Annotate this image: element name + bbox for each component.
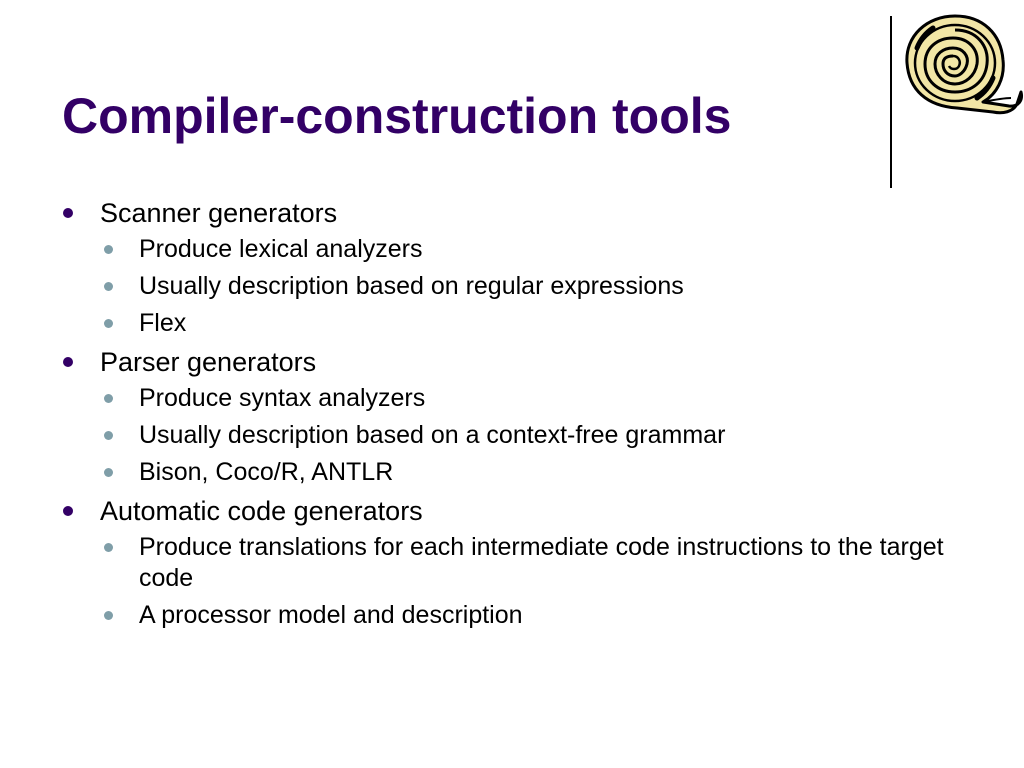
sub-bullet-text: Flex — [139, 309, 187, 337]
bullet-text: Scanner generators — [100, 198, 338, 228]
sub-bullet-dot — [104, 468, 113, 477]
sub-bullet-text: Produce translations for each intermediate code instructions to the target code — [139, 533, 944, 592]
sub-bullet-text: Produce syntax analyzers — [139, 384, 426, 412]
bullet-dot — [63, 506, 73, 516]
bullet-dot — [63, 208, 73, 218]
sub-list-item — [0, 600, 1024, 631]
sub-bullet-dot — [104, 245, 113, 254]
vertical-divider — [890, 16, 892, 188]
sub-list-item — [0, 234, 1024, 265]
sub-bullet-dot — [104, 282, 113, 291]
bullet-dot — [63, 357, 73, 367]
sub-list-item — [0, 532, 1024, 594]
sub-list-item — [0, 271, 1024, 302]
sub-bullet-dot — [104, 394, 113, 403]
sub-bullet-text: Produce lexical analyzers — [139, 235, 423, 263]
sub-bullet-dot — [104, 431, 113, 440]
bullet-text: Automatic code generators — [100, 496, 423, 526]
sub-list-item — [0, 308, 1024, 339]
sub-bullet-text: Usually description based on regular expressions — [139, 272, 684, 300]
list-item — [0, 196, 1024, 230]
list-item — [0, 494, 1024, 528]
sub-bullet-text: Bison, Coco/R, ANTLR — [139, 458, 394, 486]
sub-bullet-dot — [104, 611, 113, 620]
slide-title: Compiler-construction tools — [62, 88, 732, 144]
list-item — [0, 345, 1024, 379]
sub-list-item — [0, 457, 1024, 488]
sub-bullet-text: Usually description based on a context-free grammar — [139, 421, 726, 449]
scroll-icon — [897, 8, 1024, 120]
sub-bullet-dot — [104, 319, 113, 328]
bullet-list — [0, 196, 1024, 637]
sub-bullet-text: A processor model and description — [139, 601, 523, 629]
sub-bullet-dot — [104, 543, 113, 552]
sub-list-item — [0, 420, 1024, 451]
bullet-text: Parser generators — [100, 347, 317, 377]
sub-list-item — [0, 383, 1024, 414]
